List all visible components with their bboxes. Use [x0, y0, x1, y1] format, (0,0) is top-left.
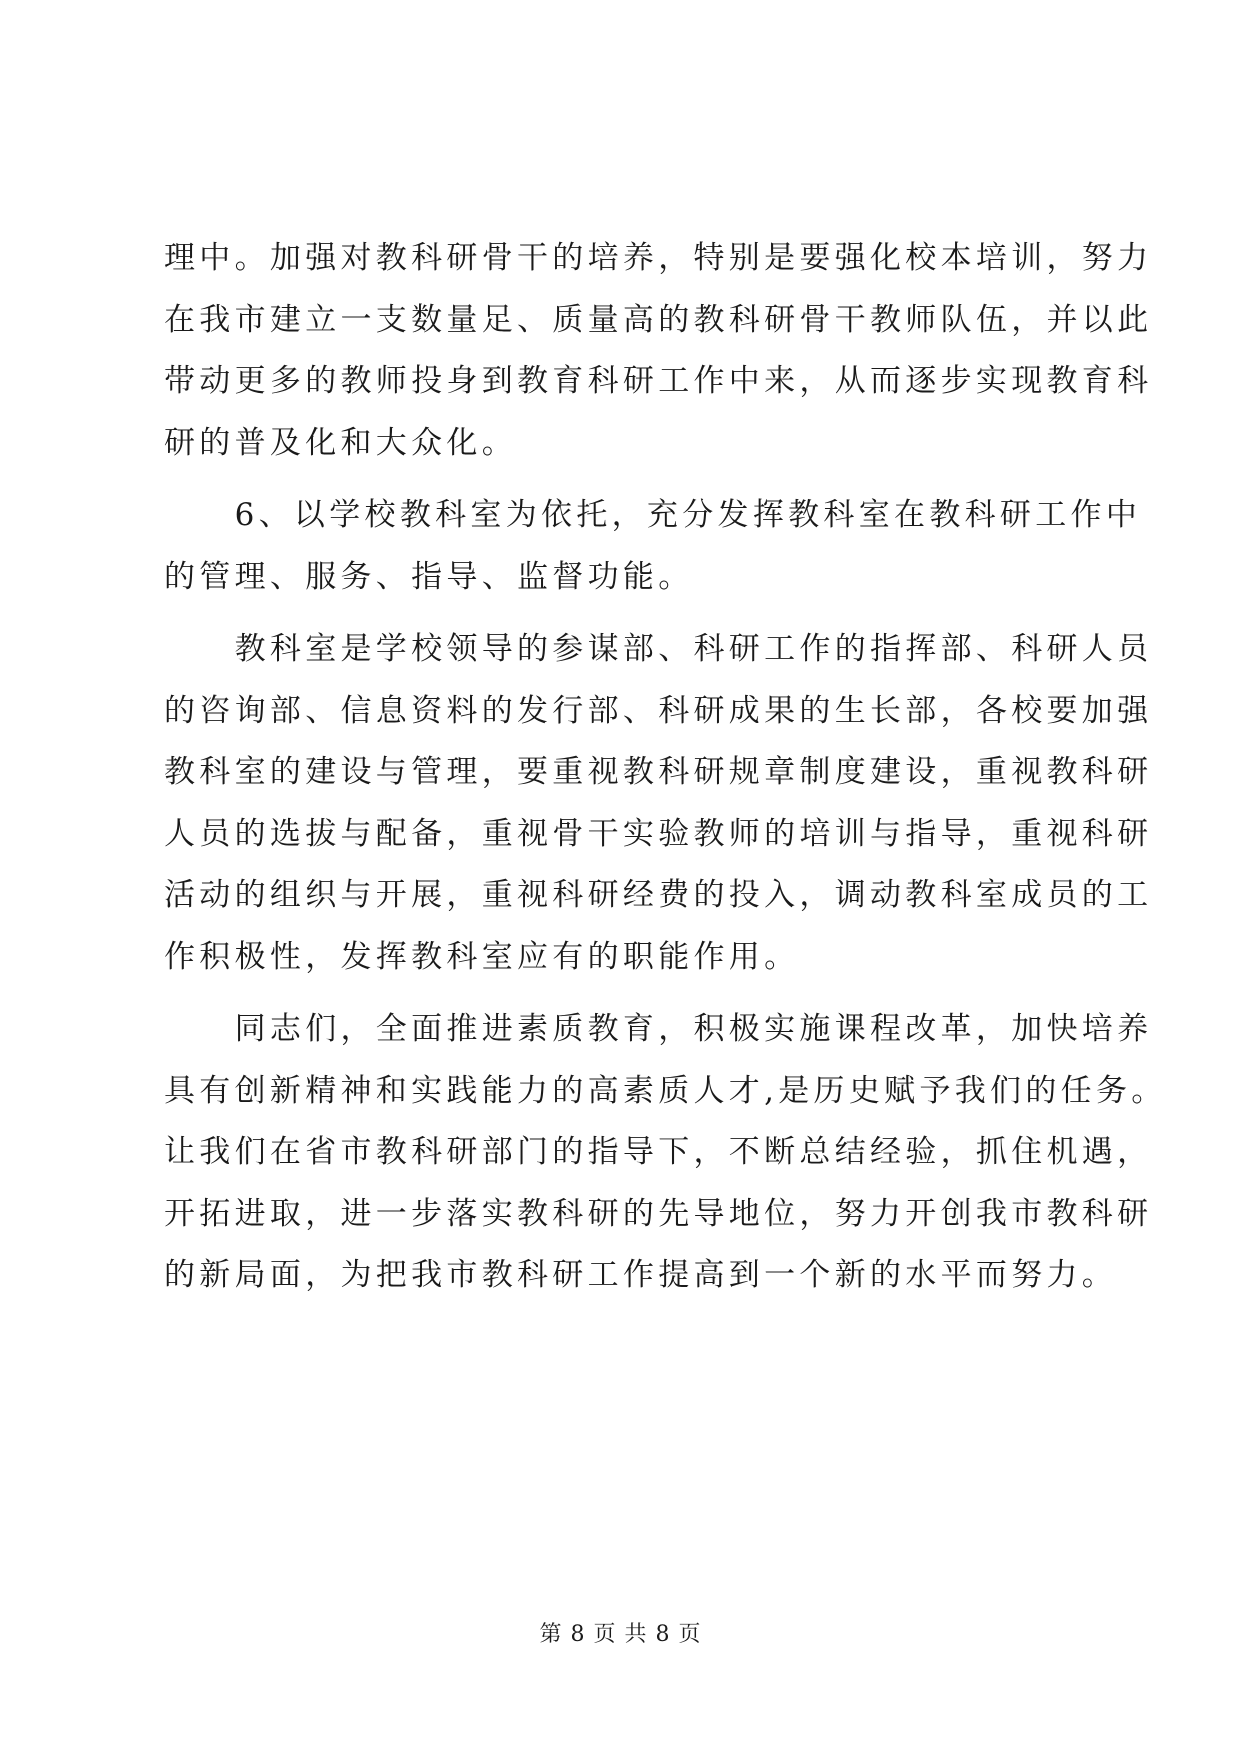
text-line: 活动的组织与开展，重视科研经费的投入，调动教科室成员的工: [164, 877, 1153, 913]
text-line: 研的普及化和大众化。: [164, 424, 517, 461]
text-line: 的咨询部、信息资料的发行部、科研成果的生长部，各校要加强: [164, 692, 1153, 729]
page-number-label: 第 8 页 共 8 页: [539, 1622, 702, 1647]
text-line: 带动更多的教师投身到教育科研工作中来，从而逐步实现教育科: [164, 363, 1153, 399]
text-line: 同志们，全面推进素质教育，积极实施课程改革，加快培养: [164, 1011, 1153, 1047]
paragraph-gap: [164, 988, 1084, 999]
page-footer: [0, 1617, 1241, 1648]
text-line: 作积极性，发挥教科室应有的职能作用。: [164, 938, 800, 975]
text-line: 的管理、服务、指导、监督功能。: [164, 558, 694, 595]
text-line: 理中。加强对教科研骨干的培养，特别是要强化校本培训，努力: [164, 240, 1153, 276]
document-body: [164, 228, 1167, 1307]
text-line: 在我市建立一支数量足、质量高的教科研骨干教师队伍，并以此: [164, 301, 1153, 338]
text-line: 的新局面，为把我市教科研工作提高到一个新的水平而努力。: [164, 1257, 1118, 1293]
text-line: 教科室是学校领导的参谋部、科研工作的指挥部、科研人员: [164, 631, 1153, 667]
text-line: 让我们在省市教科研部门的指导下，不断总结经验，抓住机遇，: [164, 1134, 1153, 1170]
paragraph-gap: [164, 474, 1084, 485]
text-line: 开拓进取，进一步落实教科研的先导地位，努力开创我市教科研: [164, 1195, 1153, 1232]
text-line: 具有创新精神和实践能力的高素质人才,是历史赋予我们的任务。: [164, 1072, 1167, 1109]
text-line: 教科室的建设与管理，要重视教科研规章制度建设，重视教科研: [164, 754, 1153, 790]
text-line: 6、以学校教科室为依托，充分发挥教科室在教科研工作中: [164, 497, 1142, 533]
text-line: 人员的选拔与配备，重视骨干实验教师的培训与指导，重视科研: [164, 815, 1153, 852]
paragraph-gap: [164, 608, 1084, 619]
